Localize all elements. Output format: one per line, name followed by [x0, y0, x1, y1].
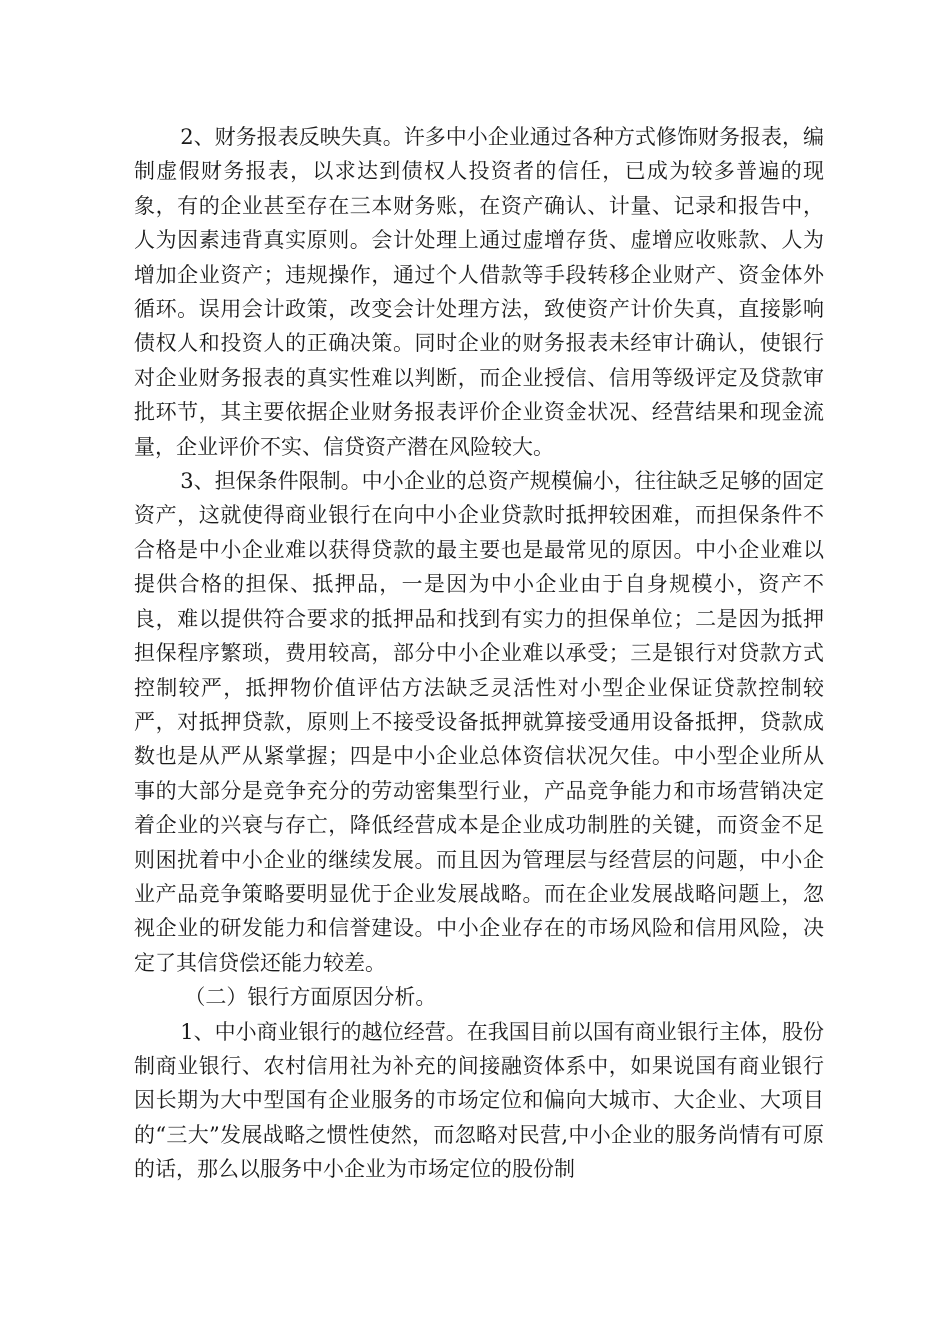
paragraph-financial-statements: 2、财务报表反映失真。许多中小企业通过各种方式修饰财务报表，编制虚假财务报表，以求达到债权人投资者的信任，已成为较多普遍的现象，有的企业甚至存在三本财务账，在资产确认、计量、记录和报告中，人为因素违背真实原则。会计处理上通过虚增存货、虚增应收账款、人为增加企业资产；违规操作，通过个人借款等手段转移企业财产、资金体外循环。误用会计政策，改变会计处理方法，致使资产计价失真，直接影响债权人和投资人的正确决策。同时企业的财务报表未经审计确认，使银行对企业财务报表的真实性难以判断，而企业授信、信用等级评定及贷款审批环节，其主要依据企业财务报表评价企业资金状况、经营结果和现金流量，企业评价不实、信贷资产潜在风险较大。	[134, 125, 824, 459]
document-page	[134, 120, 824, 1187]
paragraph-guarantee-conditions: 3、担保条件限制。中小企业的总资产规模偏小，往往缺乏足够的固定资产，这就使得商业银行在向中小企业贷款时抵押较困难，而担保条件不合格是中小企业难以获得贷款的最主要也是最常见的原因。中小企业难以提供合格的担保、抵押品，一是因为中小企业由于自身规模小，资产不良，难以提供符合要求的抵押品和找到有实力的担保单位；二是因为抵押担保程序繁琐，费用较高，部分中小企业难以承受；三是银行对贷款方式控制较严，抵押物价值评估方法缺乏灵活性对小型企业保证贷款控制较严，对抵押贷款，原则上不接受设备抵押就算接受通用设备抵押，贷款成数也是从严从紧掌握；四是中小企业总体资信状况欠佳。中小型企业所从事的大部分是竞争充分的劳动密集型行业，产品竞争能力和市场营销决定着企业的兴衰与存亡，降低经营成本是企业成功制胜的关键，而资金不足则困扰着中小企业的继续发展。而且因为管理层与经营层的问题，中小企业产品竞争策略要明显优于企业发展战略。而在企业发展战略问题上，忽视企业的研发能力和信誉建设。中小企业存在的市场风险和信用风险，决定了其信贷偿还能力较差。	[134, 469, 824, 975]
paragraph-small-bank-overreach: 1、中小商业银行的越位经营。在我国目前以国有商业银行主体，股份制商业银行、农村信用社为补充的间接融资体系中，如果说国有商业银行因长期为大中型国有企业服务的市场定位和偏向大城市、大企业、大项目的“三大”发展战略之惯性使然，而忽略对民营,中小企业的服务尚情有可原的话，那么以服务中小企业为市场定位的股份制	[134, 1019, 824, 1182]
section-heading-bank-causes: （二）银行方面原因分析。	[184, 985, 437, 1010]
